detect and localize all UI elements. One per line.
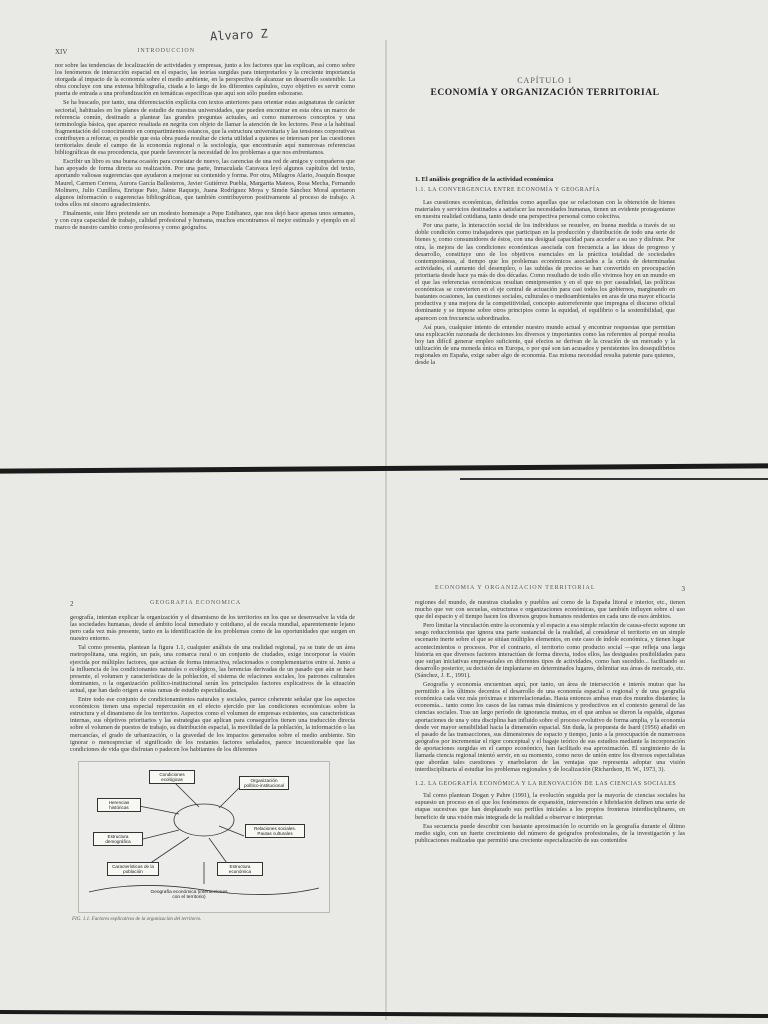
paragraph: Así pues, cualquier intento de entender nuestro mundo actual y encontrar respuestas que permitan una explicación razonada de decisiones los diversos y importantes como las referentes al porqué resulta hoy tan difícil generar empleo suficiente, qué efectos se derivan de la creación de un mercado y la utilización de una moneda única en Europa, o por qué son tan acusados y persistentes los desequilibrios regionales en España, exige saber algo de economía. Esa misma necesidad resulta patente para quienes, desde la: [415, 323, 675, 367]
chapter-title: ECONOMÍA Y ORGANIZACIÓN TERRITORIAL: [430, 88, 660, 98]
figure-box: Características de la población: [107, 862, 159, 876]
page-number: 3: [681, 585, 685, 593]
chapter-label: CAPÍTULO 1: [517, 76, 573, 85]
figure-box: Organización político-institucional: [239, 776, 289, 790]
page-economia-organizacion: [415, 585, 685, 1020]
paragraph: Tal como presenta, plantean la figura 1.1, cualquier análisis de una realidad regional, ya se trate de un área metropolitana, una región, un país, una comarca rural o un conjunto de ciudades, exige incorporar la visión ejercida por múltiples factores, que actúan de forma interactiva, relacionados o complementarios entre sí. Junto a la influencia de los condicionantes naturales o ecológicos, las herencias derivadas de un pasado que aún se hace presente, el volumen y características de la población, el sistema de relaciones sociales, los patrones culturales dominantes, o la organización político-institucional serán los principales factores explicativos de la situación actual, que han dado origen a estas ramas de estudio especializadas.: [70, 644, 355, 694]
paragraph: Por una parte, la interacción social de los individuos se resuelve, en buena medida a través de su doble condición como trabajadores que participan en la producción y distribución de todo una serie de bienes y, como consumidores de éstos, con una desigual capacidad para acceder a su uso y disfrute. Por otra, la mejora de las condiciones económicas asociada con frecuencia a las ideas de progreso y desarrollo, constituye uno de los objetivos esenciales en la práctica totalidad de sociedades contemporáneas, al tiempo que los problemas económicos asociados a la crisis de determinadas actividades, el aumento del desempleo, o las subidas de precios se han convertido en preocupación prioritaria desde hace ya más de dos décadas. Como resultado de todo ello vivimos hoy en un mundo en el que las referencias económicas resultan omnipresentes y en el que no por casualidad, las políticas económicas se convierten en el eje central de actuación para casi todos los gobiernos, marginando en bastantes ocasiones, las cuestiones sociales, culturales o medioambientales en aras de una mayor eficacia productiva y una mejora de la competitividad, concepto autorreferente que impregna el discurso oficial dominante y se impone sobre otros principios como la equidad, el equilibrio o la sostenibilidad, que aparecen con frecuencia subordinados.: [415, 222, 675, 322]
figure-caption: FIG. 1.1. Factores explicativos de la organización del territorio.: [72, 916, 202, 922]
running-head: GEOGRAFÍA ECONÓMICA: [150, 600, 242, 606]
paragraph: Esa secuencia puede describir con bastante aproximación lo ocurrido en la geografía durante el último medio siglo, con un fuerte crecimiento del número de geógrafos profesionales, de la investigación y las publicaciones realizadas que permitió una creciente especialización de sus contenidos: [415, 822, 685, 844]
page-edge-line: [460, 478, 768, 480]
figure-box: Relaciones sociales. Pautas culturales: [245, 824, 305, 838]
paragraph: Geografía y economía encuentran aquí, por tanto, un área de intersección e interés mutuo que ha permitido a los últimos decenios el desarrollo de una economía espacial o regional y de una geografía económica cada vez más próximas e interrelacionadas. Hasta entonces ambas eran dos mundos distantes; la economía... tanto como los casos de las ramas más dinámicos y productivos en el contexto general de las ciencias sociales. Tras un largo período de ignorancia mutua, en el que ambas se dieron la espalda, algunas aportaciones de una y otra disciplina han influido sobre el proceso evolutivo de forma amplia, y la economía desde ver mayor sensibilidad hacia la dimensión espacial. Sin duda, la propuesta de Isard (1956) añadió en el pasado de las transacciones, sus dimensiones de espacio y tiempo, junto a la preocupación de numerosos geógrafos por incrementar el rigor conceptual y el bagaje teórico de sus estudios mediante la incorporación de aportaciones surgidas en el campo económico, han facilitado esa aproximación. El surgimiento de la llamada ciencia regional intentó servir, en su momento, como nexo de unión entre los diversos especialistas que abordan tales cuestiones y enarbolaron de las ventajas que representa adoptar una visión interdisciplinaria al estudiar los problemas regionales y de localización (Richardson, H. W., 1973, 3).: [415, 681, 685, 774]
figure-box: Estructura demográfica: [93, 832, 143, 846]
gutter-shadow: [385, 40, 387, 1020]
figure-box: Estructura económica: [217, 862, 263, 876]
page-number: XIV: [55, 48, 68, 56]
page-fold-line: [0, 463, 768, 473]
section-heading: 1. El análisis geográfico de la actividad económica: [415, 176, 554, 183]
page-chapter-one: [415, 60, 675, 460]
paragraph: Pero limitar la vinculación entre la economía y el espacio a esa simple relación de causa-efecto supone un sesgo reduccionista que ignora una parte sustancial de la realidad, al considerar el territorio en un simple escenario inerte sobre el que se sitúan múltiples elementos, en este caso de índole económica, y tienen lugar acontecimientos o procesos. Por el contrario, el territorio como producto social —que refleja una larga historia en que diversos factores interactúan de forma directa, todos ellos, las desiguales posibilidades para que surjan iniciativas empresariales en diferentes tipos de actividades, como han sucedido... facilitando su desarrollo posterior, su decisión de implantarse en determinados lugares, delimitar sus áreas de mercado, etc. (Sánchez, J. E., 1991).: [415, 622, 685, 679]
subsection-heading: 1.2. LA GEOGRAFÍA ECONÓMICA Y LA RENOVACIÓN DE LAS CIENCIAS SOCIALES: [415, 781, 677, 788]
paragraph: Finalmente, este libro pretende ser un modesto homenaje a Pepe Estébanez, que nos dejó hace apenas unos semanes, y con cuya capacidad de trabajo, calidad profesional y humana, muchos encontramos el mejor estímulo y ejemplo en el marco de nuestro cambio como profesores y como geógrafos.: [55, 209, 355, 232]
paragraph: Tal como plantean Dogan y Pahre (1991), la evolución seguida por la mayoría de ciencias sociales ha supuesto un proceso en el que los fenómenos de expansión, intervención e hibridación definen una serie de etapas sucesivas que han desplazado sus perfiles iniciales a los propios fronteras interdisciplinares, en beneficio de una visión más integrada de la realidad a observar e interpretar.: [415, 792, 685, 821]
running-head: ECONOMÍA Y ORGANIZACIÓN TERRITORIAL: [435, 585, 596, 591]
paragraph: Entre todo ese conjunto de condicionamientos naturales y sociales, parece coherente señalar que los aspectos económicos tienen una especial repercusión en el efecto ejercido por las condiciones económicas sobre la estructura y el dinamismo de los territorios. Aspectos como el volumen de empresas existentes, sus características internas, sus objetivos prioritarios y las estrategias que aplican para conseguirlos tienen una traducción directa sobre el volumen de puestos de trabajo, su distribución espacial, la movilidad de la población, la información o las mercancías, el grado de urbanización, o la gravedad de los impactos generados sobre el medio ambiente. Sin ignorar o menospreciar el significado de los restantes factores señalados, parece incuestionable que las condiciones de vida que disfrutan o padecen los habitantes de los diferentes: [70, 696, 355, 753]
figure-box: Herencias históricas: [97, 798, 141, 812]
paragraph: Las cuestiones económicas, definidas como aquellas que se relacionan con la obtención de bienes materiales y servicios destinados a satisfacer las necesidades humanas, tienen un evidente protagonismo en nuestra realidad cotidiana, tanto desde una perspectiva personal como colectiva.: [415, 199, 675, 221]
paragraph: Se ha buscado, por tanto, una diferenciación explícita con textos anteriores para orientar estas asignaturas de carácter sectorial, habituales en los planes de estudio de nuestras universidades, que pueden encontrar en esta obra un marco de referencia común, destinado a plantear las grandes preguntas actuales, así como numerosos conceptos y una terminología básica, que aparece resaltada en negrita con objeto de llamar la atención de los lectores. Pese a la habitual fragmentación del conocimiento en compartimientos estancos, que la estructura universitaria y las tensiones corporativas contribuyen a reforzar, es posible que esta obra pueda resultar de cierta utilidad a quienes se interesan por las cuestiones territoriales desde el campo de la economía regional o la sociología, que encontrarán aquí numerosas referencias bibliográficas de esa procedencia, que puede favorecer la necesidad de los problemas a que nos enfrentamos.: [55, 99, 355, 157]
page-number: 2: [70, 600, 74, 608]
running-head: INTRODUCCIÓN: [137, 48, 196, 54]
figure-factors-diagram: [78, 761, 330, 913]
figure-center-label: Geografía económica (interacciones con el territorio): [150, 889, 228, 900]
paragraph: nor sobre las tendencias de localización de actividades y empresas, junto a los factores que las explican, así como sobre los fenómenos de interacción espacial en el espacio, las teorías surgidas para interpretarlos y la creciente importancia otorgada al impacto de la economía sobre el medio ambiente, en la perspectiva de alcanzar un desarrollo sostenible. La obra concluye con una extensa bibliografía, citada a lo largo de los diferentes capítulos, cuyo objetivo es servir como puerta de entrada a una profundización en temáticas específicas que aquí son sólo pueden esbozarse.: [55, 62, 355, 98]
paragraph: Escribir un libro es una buena ocasión para constatar de nuevo, las carencias de una red de amigos y compañeros que han apoyado de forma directa su realización. Por una parte, Inmaculada Caravaca leyó algunos capítulos del texto, aportando valiosas sugerencias que ayudaron a mejorar su contenido y forma. Por otra, Milagros Alario, Joaquín Bosque Maurel, Carmen Cerrera, Aurora García Ballesteros, Javier Gutiérrez Puebla, Margarita Mateos, Rosa Mecha, Fernando Molinero, Julio Cunillera, Enrique Pato, Jaime Raquejo, Juana Rodríguez Moya y Simón Sánchez Moral aportaron algunos información o sugerencias bibliográficas, que también contribuyeron positivamente al proceso de trabajo. A todos ellos mi sincero agradecimiento.: [55, 158, 355, 208]
figure-box: Condiciones ecológicas: [149, 770, 195, 784]
paragraph: geografía, intentan explicar la organización y el dinamismo de los territorios en los que se desenvuelve la vida de las sociedades humanas, desde el ámbito local inmediato y cotidiano, al de escala mundial, aparentemente lejano pero cada vez más presente, tanto en la identificación de los problemas como de las oportunidades que surgen en nuestro entorno.: [70, 614, 355, 643]
page-geografia-economica: [70, 600, 355, 1020]
subsection-heading: 1.1. LA CONVERGENCIA ENTRE ECONOMÍA Y GEOGRAFÍA: [415, 187, 601, 193]
page-introduction: [55, 48, 355, 448]
handwritten-note: Alvaro Z: [209, 26, 269, 44]
paragraph: regiones del mundo, de nuestras ciudades y pueblos así como de la España litoral e interior, etc., tienen mucho que ver con secuelas, estructuras e organizaciones económicas, que también influyen sobre el uso que del espacio y el tiempo hacen los diversos grupos humanos residentes en cada uno de esos ámbitos.: [415, 599, 685, 621]
